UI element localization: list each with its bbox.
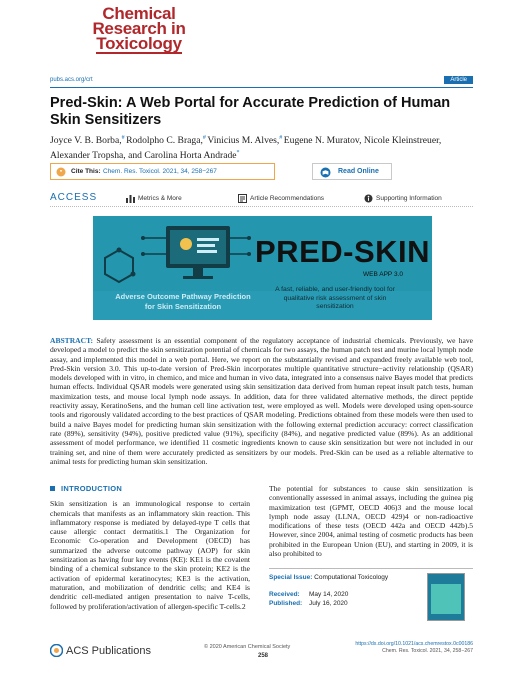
author-alves[interactable]: Vinicius M. Alves, [207, 135, 280, 147]
supporting-info-label: Supporting Information [376, 195, 442, 202]
author-braga[interactable]: Rodolpho C. Braga, [126, 135, 203, 147]
supporting-info-link[interactable] [376, 195, 442, 202]
banner-aop-caption: Adverse Outcome Pathway Prediction for Skin Sensitization [115, 292, 251, 311]
metrics-label: Metrics & More [138, 195, 182, 202]
toc-graphic [93, 216, 432, 320]
author-footnote-mark: # [279, 135, 284, 141]
received-date: May 14, 2020 [309, 591, 349, 598]
cover-art [431, 584, 461, 614]
author-list [50, 132, 475, 162]
publisher-name: ACS Publications [66, 645, 151, 657]
banner-title: PRED-SKIN [255, 234, 431, 269]
author-others[interactable]: Eugene N. Muratov, Nicole Kleinstreuer, Alexander Tropsha, and Carolina Horta Andrade [50, 135, 442, 162]
published-label: Published: [269, 600, 303, 607]
special-issue-line [269, 574, 388, 581]
section-square-icon [50, 486, 55, 491]
header-divider [50, 87, 473, 88]
read-online-icon [320, 167, 331, 178]
journal-url-link[interactable]: pubs.acs.org/crt [50, 77, 93, 83]
special-issue-value[interactable]: Computational Toxicology [314, 574, 389, 581]
svg-text:": " [59, 170, 63, 177]
cite-row [50, 163, 410, 181]
doi-block [355, 641, 473, 655]
received-line [269, 591, 348, 598]
abstract-label: ABSTRACT: [50, 336, 94, 345]
recommendations-link[interactable] [250, 195, 324, 202]
access-label: ACCESS [50, 192, 98, 203]
recommendations-label: Article Recommendations [250, 195, 325, 202]
bar-chart-icon [126, 194, 135, 203]
cite-this-box[interactable] [50, 163, 275, 180]
author-footnote-mark: # [202, 135, 208, 141]
page-footer [50, 637, 473, 671]
abstract [50, 336, 473, 466]
article-title: Pred-Skin: A Web Portal for Accurate Prediction of Human Skin Sensitizers [50, 95, 451, 128]
journal-logo-line2: Research in [92, 19, 186, 38]
author-footnote-mark: # [121, 135, 127, 141]
journal-logo-line1: Chemical [102, 4, 176, 23]
abstract-text: Safety assessment is an essential component of the regulatory acceptance of industrial chemicals. Previously, we have developed a model to predict the skin sensitization potential of chemicals for two assays, the human patch test and murine local lymph node assay, and implemented this model in a web portal. Here, we report on the substantially revised and expanded freely available web tool, Pred-Skin version 3.0. This up-to-date version of Pred-Skin incorporates multiple quantitative structure−activity relationship (QSAR) models developed with in vitro, in chemico, and mice and human in vivo data, integrated into a consensus naive Bayes model that predicts human effects. Individual QSAR models were generated using skin sensitization data derived from human repeat insult patch tests, human maximization tests, and mouse local lymph node assays. In addition, data for three validated alternative methods, the direct peptide reactivity assay, KeratinoSens, and the human cell line activation test, were employed as well. Models were developed using open-source tools and rigorously validated according to the best practices of QSAR modeling. Predictions obtained from these models were then used to build a naive Bayes model for predicting human skin sensitization with the following external prediction accuracy: correct classification rate (89%), sensitivity (94%), positive predicted value (91%), specificity (84%), and negative predicted value (89%). As an additional assessment of model performance, we identified 11 cosmetic ingredients known to cause skin sensitization but were not included in our training set, and nine of them were accurately predicted as sensitizers by our models. Pred-Skin can be used as a reliable alternative to animal tests for predicting human skin sensitization. [50, 336, 473, 466]
published-date: July 16, 2020 [309, 600, 348, 607]
banner-tool-caption: A fast, reliable, and user-friendly tool for qualitative risk assessment of skin sensitization [275, 286, 395, 310]
journal-logo-line3: Toxicology [96, 34, 182, 53]
recommendations-icon [238, 194, 247, 203]
received-label: Received: [269, 591, 300, 598]
intro-paragraph-1: Skin sensitization is an immunological response to certain chemicals that manifests as an inflammatory skin reaction. This inflammatory response is mediated by delayed-type T cells that cause allergic contact dermatitis.1 The Organization for Economic Co-operation and Development (OECD) has summarized the adverse outcome pathway (AOP) for skin sensitization as having four key events (KE): KE1 is the covalent binding of a chemical substance to the skin protein; KE2 is the activation of epidermal keratinocytes; KE3 is the activation, maturation, and mobilization of dendritic cells; and KE4 is dendritic cell-mediated antigen presentation to naive T-cells, followed by proliferation/activation of allergen-specific T-cells.2 [50, 499, 250, 611]
access-bar [50, 192, 473, 207]
journal-topline [50, 76, 473, 86]
footer-citation: Chem. Res. Toxicol. 2021, 34, 258−267 [382, 648, 473, 654]
published-line [269, 600, 348, 607]
intro-left-column [50, 484, 250, 615]
cite-reference[interactable]: Chem. Res. Toxicol. 2021, 34, 258−267 [103, 168, 217, 175]
author-borba[interactable]: Joyce V. B. Borba, [50, 135, 122, 147]
banner-web-app-version: WEB APP 3.0 [363, 271, 403, 278]
supporting-info-icon [364, 194, 373, 203]
intro-heading-text: INTRODUCTION [61, 484, 123, 493]
molecule-icon [99, 246, 139, 286]
copyright-notice: © 2020 American Chemical Society [204, 644, 291, 650]
article-type-badge: Article [444, 76, 473, 84]
special-issue-box [269, 568, 473, 622]
doi-link[interactable]: https://dx.doi.org/10.1021/acs.chemrestox.0c00186 [355, 641, 473, 647]
acs-logo-icon [50, 644, 63, 657]
metrics-link[interactable] [138, 195, 182, 202]
cite-icon [56, 167, 66, 177]
read-online-button[interactable] [312, 163, 392, 180]
intro-paragraph-2: The potential for substances to cause skin sensitization is conventionally assessed in animal assays, including the guinea pig maximization test (GPMT, OECD 406)3 and the mouse local lymph node assay (LLNA, OECD 429)4 or non-radioactive modifications of these tests (OECD 442a and OECD 442b).5 However, since 2004, animal testing of cosmetic products has been prohibited in the European Union (EU), and starting in 2009, it is also prohibited to [269, 484, 473, 559]
journal-cover-thumbnail[interactable] [427, 573, 465, 621]
read-online-label: Read Online [338, 168, 379, 175]
intro-right-column [269, 484, 473, 562]
corresponding-author-mark: * [236, 150, 240, 157]
special-issue-label: Special Issue: [269, 574, 313, 581]
computer-screen-icon [141, 224, 251, 288]
page-number: 258 [258, 653, 269, 659]
intro-heading [50, 484, 250, 493]
journal-logo [84, 6, 194, 54]
cite-label: Cite This: [71, 168, 101, 175]
